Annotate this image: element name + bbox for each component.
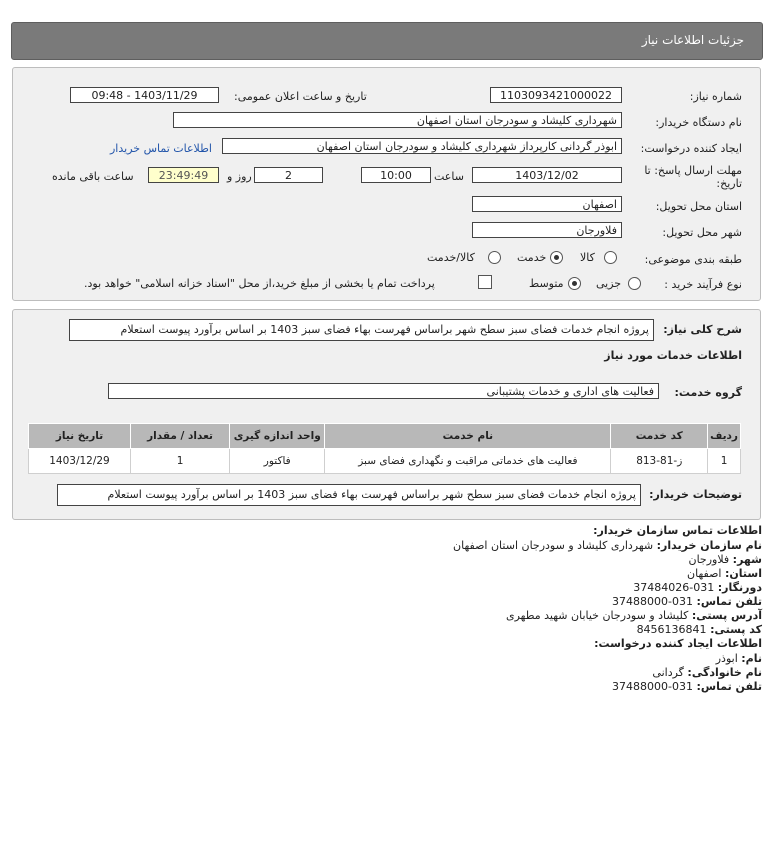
col-qty: تعداد / مقدار: [130, 424, 229, 449]
summary-label: شرح کلی نیاز:: [663, 323, 742, 336]
radio-minor[interactable]: [628, 276, 641, 290]
announce-label: تاریخ و ساعت اعلان عمومی:: [234, 90, 367, 103]
contact-fax: دورنگار: 031-37484026: [633, 581, 762, 594]
announce-field: 1403/11/29 - 09:48: [70, 87, 219, 103]
radio-goods-service[interactable]: [488, 250, 501, 264]
radio-goods-label: کالا: [580, 251, 595, 264]
remaining-time-field: 23:49:49: [148, 167, 219, 183]
radio-medium[interactable]: [568, 276, 581, 290]
buyer-notes-field: پروژه انجام خدمات فضای سبز سطح شهر براساس فهرست بهاء فضای سبز 1403 بر اساس برآورد پیوست استعلام: [57, 484, 641, 506]
page-title: جزئیات اطلاعات نیاز: [641, 33, 744, 47]
col-unit: واحد اندازه گیری: [230, 424, 325, 449]
col-row: ردیف: [708, 424, 741, 449]
buyer-org-label: نام دستگاه خریدار:: [655, 116, 742, 129]
remaining-label: ساعت باقی مانده: [52, 170, 134, 183]
contact-city: شهر: فلاورجان: [688, 553, 762, 566]
city-label: شهر محل تحویل:: [662, 226, 742, 239]
treasury-checkbox[interactable]: [478, 275, 492, 289]
radio-service[interactable]: [550, 250, 563, 264]
col-date: تاریخ نیاز: [29, 424, 131, 449]
creator-info-title: اطلاعات ایجاد کننده درخواست:: [594, 637, 762, 650]
province-label: استان محل تحویل:: [655, 200, 742, 213]
col-name: نام خدمت: [325, 424, 611, 449]
contact-org: نام سازمان خریدار: شهرداری کلیشاد و سودرجان استان اصفهان: [453, 539, 762, 552]
contact-postal: کد پستی: 8456136841: [636, 623, 762, 636]
deadline-time-label: ساعت: [434, 170, 464, 183]
radio-goods-service-label: کالا/خدمت: [427, 251, 475, 264]
col-code: کد خدمت: [611, 424, 708, 449]
process-label: نوع فرآیند خرید :: [664, 278, 742, 291]
table-header-row: [29, 424, 741, 449]
days-field: 2: [254, 167, 323, 183]
creator-field: ابوذر گردانی کارپرداز شهرداری کلیشاد و سودرجان استان اصفهان: [222, 138, 622, 154]
service-group-field: فعالیت های اداری و خدمات پشتیبانی: [108, 383, 659, 399]
contact-phone: تلفن تماس: 031-37488000: [612, 595, 762, 608]
page-header: [11, 22, 763, 60]
cell-code: ز-81-813: [611, 449, 708, 474]
services-table: [28, 423, 741, 474]
service-group-label: گروه خدمت:: [674, 386, 742, 399]
cell-date: 1403/12/29: [29, 449, 131, 474]
cell-row: 1: [708, 449, 741, 474]
creator-family: نام خانوادگی: گردانی: [652, 666, 762, 679]
services-title: اطلاعات خدمات مورد نیاز: [604, 349, 742, 362]
province-field: اصفهان: [472, 196, 622, 212]
need-number-field: 1103093421000022: [490, 87, 622, 103]
days-label: روز و: [227, 170, 252, 183]
need-number-label: شماره نیاز:: [689, 90, 742, 103]
creator-name: نام: ابوذر: [715, 652, 762, 665]
buyer-contact-link[interactable]: اطلاعات تماس خریدار: [110, 142, 212, 155]
radio-medium-label: متوسط: [529, 277, 564, 290]
radio-minor-label: جزیی: [596, 277, 622, 290]
city-field: فلاورجان: [472, 222, 622, 238]
creator-label: ایجاد کننده درخواست:: [640, 142, 742, 155]
table-row: [29, 449, 741, 474]
buyer-notes-label: توضیحات خریدار:: [649, 488, 742, 501]
contact-title: اطلاعات تماس سازمان خریدار:: [593, 524, 762, 537]
contact-province: استان: اصفهان: [687, 567, 762, 580]
summary-field: پروژه انجام خدمات فضای سبز سطح شهر براساس فهرست بهاء فضای سبز 1403 بر اساس برآورد پیوست استعلام: [69, 319, 654, 341]
contact-address: آدرس پستی: کلیشاد و سودرجان خیابان شهید مطهری: [505, 609, 762, 622]
category-label: طبقه بندی موضوعی:: [644, 253, 742, 266]
radio-goods[interactable]: [604, 250, 617, 264]
buyer-org-field: شهرداری کلیشاد و سودرجان استان اصفهان: [173, 112, 622, 128]
deadline-time-field: 10:00: [361, 167, 431, 183]
cell-qty: 1: [130, 449, 229, 474]
deadline-date-field: 1403/12/02: [472, 167, 622, 183]
deadline-label: مهلت ارسال پاسخ: تا تاریخ:: [644, 164, 742, 190]
cell-name: فعالیت های خدماتی مراقبت و نگهداری فضای سبز: [325, 449, 611, 474]
creator-phone: تلفن تماس: 031-37488000: [612, 680, 762, 693]
cell-unit: فاکتور: [230, 449, 325, 474]
radio-service-label: خدمت: [517, 251, 547, 264]
treasury-text: پرداخت تمام یا بخشی از مبلغ خرید،از محل "اسناد خزانه اسلامی" خواهد بود.: [84, 277, 435, 290]
